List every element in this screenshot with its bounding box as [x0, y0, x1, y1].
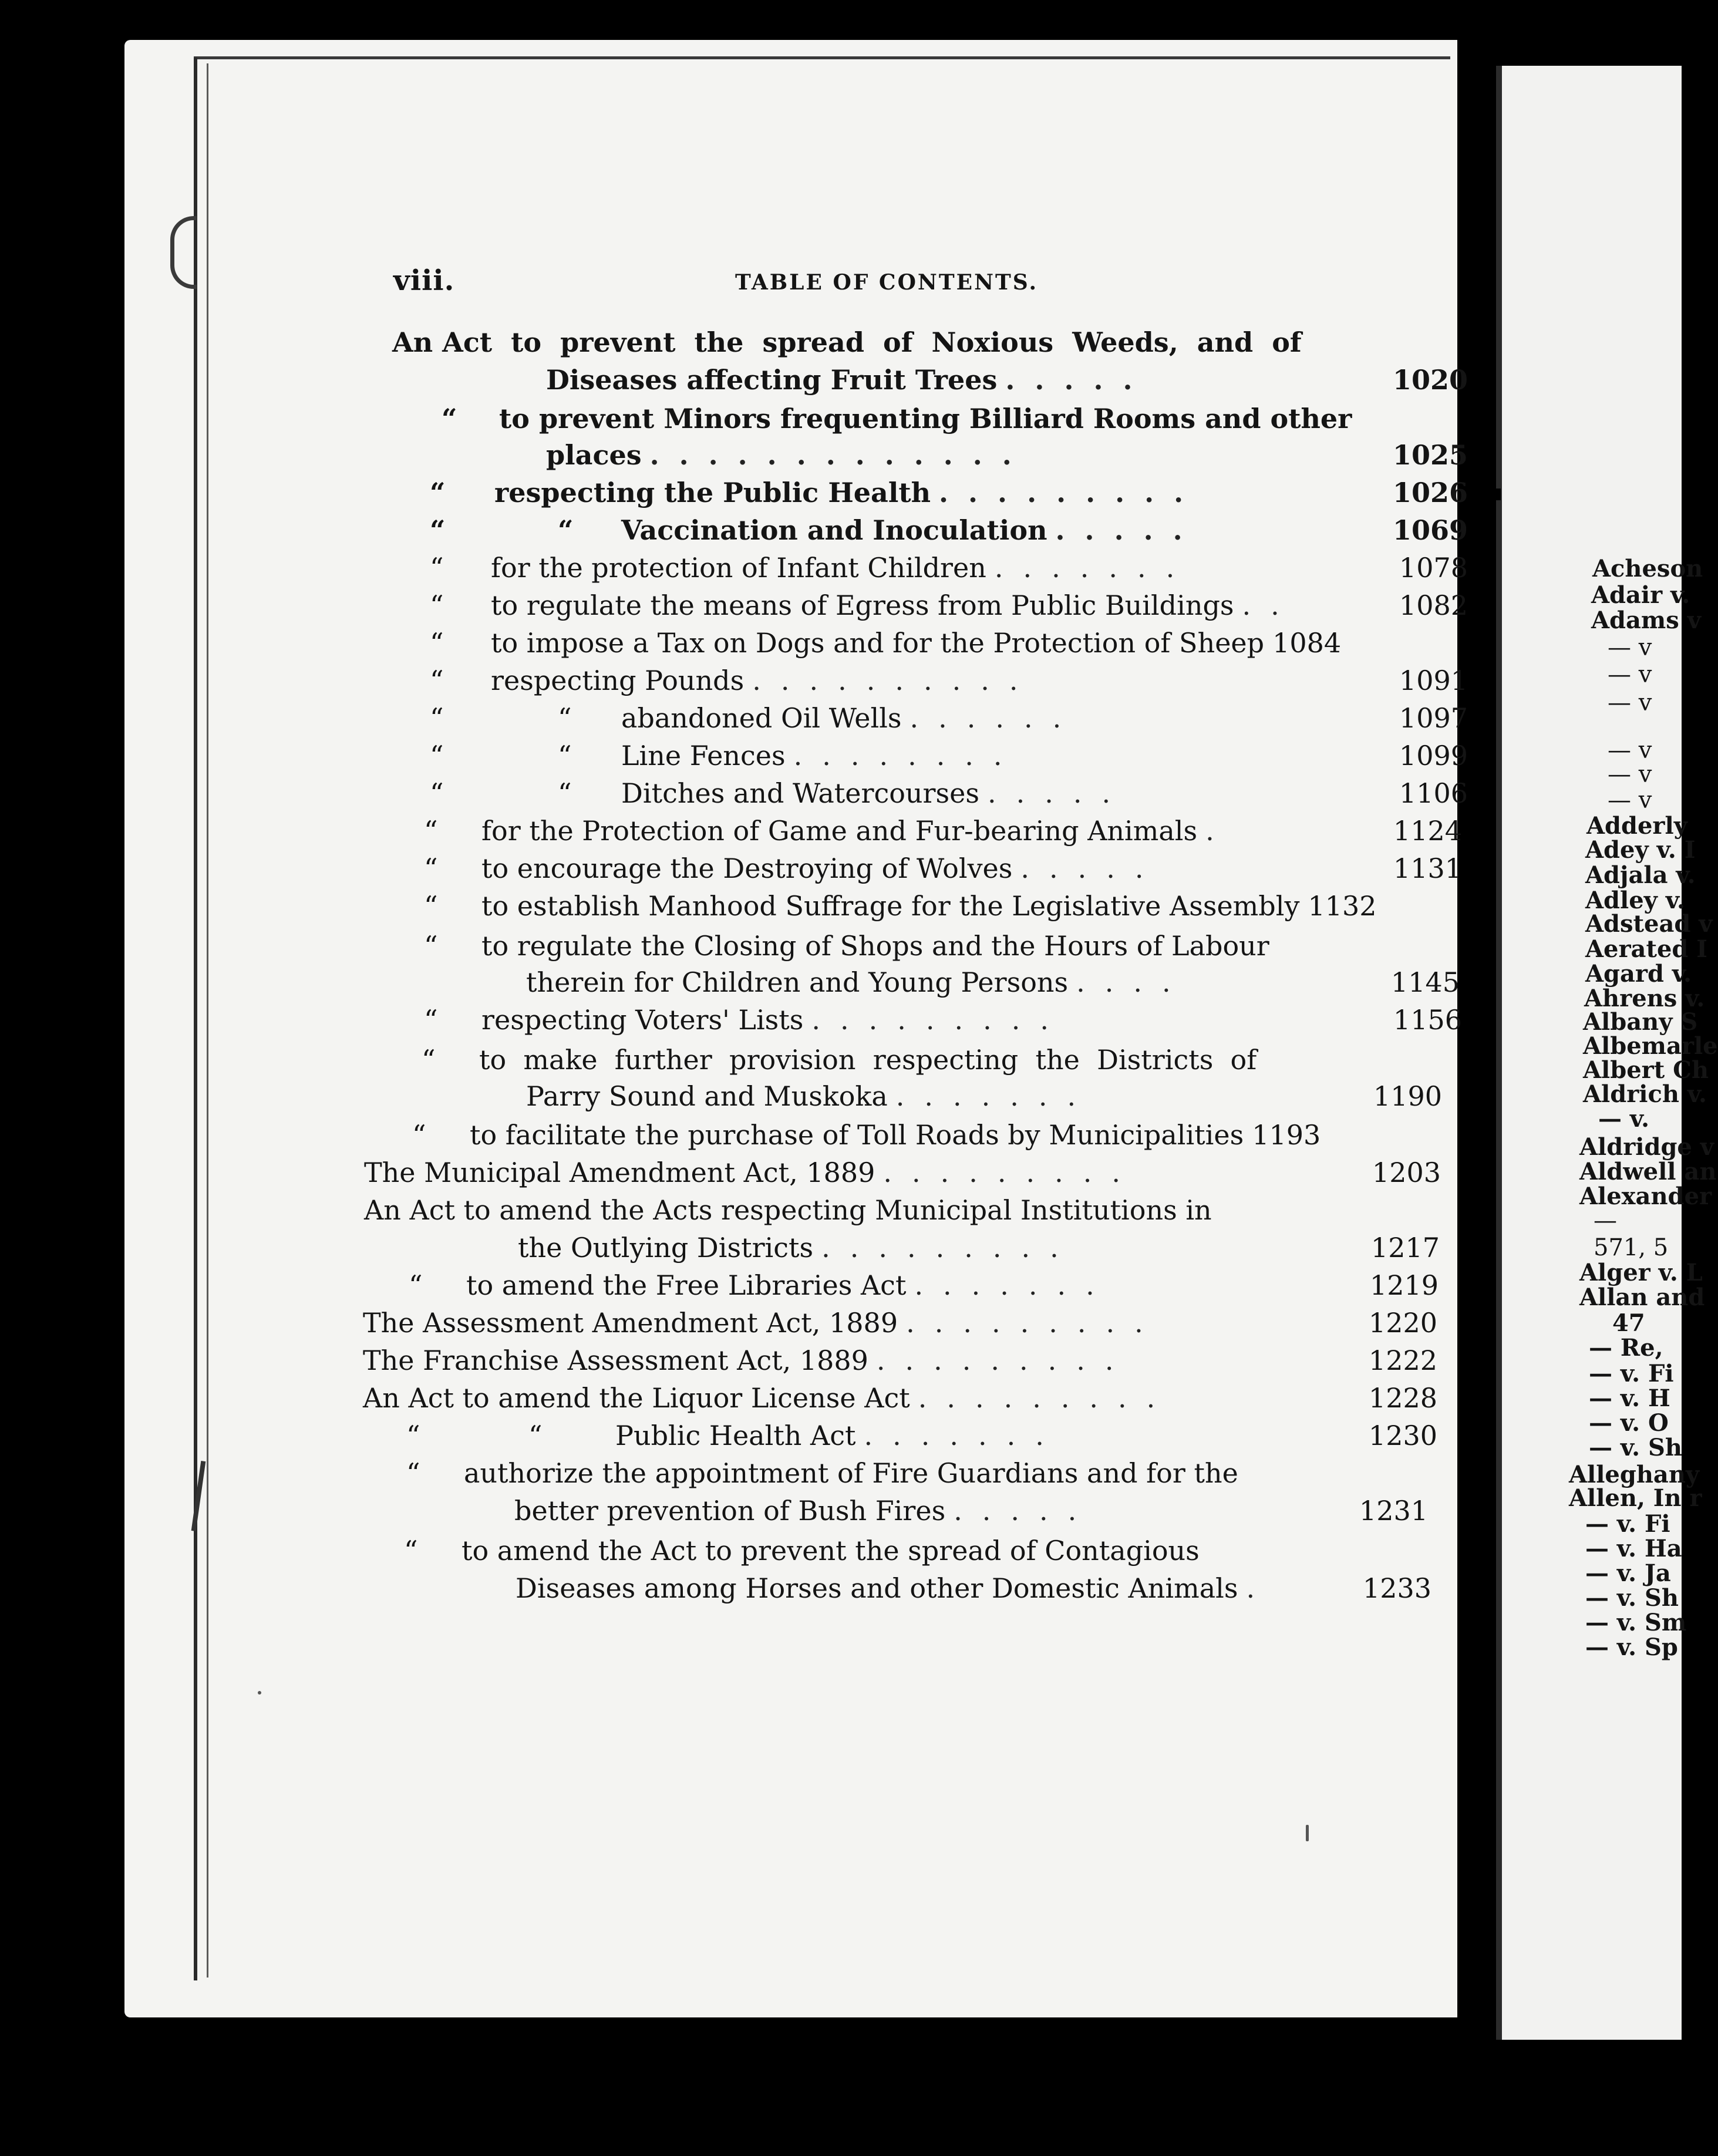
toc-entry: The Municipal Amendment Act, 1889 ......... 1203: [364, 1157, 1441, 1188]
toc-entry: therein for Children and Young Persons .... 1145: [526, 966, 1460, 998]
index-entry: — v: [1608, 661, 1652, 688]
index-entry: Aerated I: [1585, 935, 1708, 963]
index-entry: — v. H: [1589, 1384, 1670, 1412]
index-entry: Acheson: [1592, 555, 1703, 582]
index-entry: — v. Sh: [1589, 1434, 1682, 1461]
index-entry: Adair v.: [1591, 581, 1690, 609]
stray-mark: [258, 1691, 261, 1695]
toc-entry: Parry Sound and Muskoka ....... 1190: [526, 1080, 1442, 1112]
toc-entry: “ to prevent Minors frequenting Billiard Rooms and other: [442, 403, 1352, 434]
toc-entry: “ to amend the Act to prevent the spread of Contagious: [404, 1535, 1200, 1567]
index-entry: Adley v.: [1585, 887, 1685, 914]
index-entry: — v. Fi: [1589, 1360, 1674, 1387]
toc-entry: the Outlying Districts ......... 1217: [518, 1232, 1440, 1264]
index-entry: — Re,: [1589, 1334, 1663, 1362]
toc-content: [124, 40, 1468, 2017]
toc-entry: “ to encourage the Destroying of Wolves ..... 1131: [424, 853, 1462, 884]
page-number: viii.: [393, 264, 455, 297]
page-notch: [1493, 489, 1501, 500]
index-entry: — v: [1608, 761, 1652, 788]
toc-entry: An Act to amend the Acts respecting Municipal Institutions in: [364, 1194, 1212, 1226]
toc-entry: An Act to amend the Liquor License Act ......... 1228: [363, 1382, 1437, 1414]
index-entry: Albemarle: [1583, 1032, 1718, 1060]
index-entry: 47: [1612, 1309, 1645, 1337]
toc-entry: “ to make further provision respecting the Districts of: [422, 1044, 1257, 1076]
page-title: TABLE OF CONTENTS.: [735, 270, 1039, 295]
toc-entry: The Assessment Amendment Act, 1889 ......... 1220: [363, 1307, 1437, 1339]
toc-entry: “ “ Line Fences ........ 1099: [430, 740, 1468, 772]
index-entry: Adams v: [1591, 607, 1701, 634]
index-entry: Agard v.: [1585, 960, 1692, 988]
toc-entry: “ “ Public Health Act ....... 1230: [406, 1420, 1437, 1451]
index-entry: — v. Ja: [1585, 1559, 1671, 1587]
index-entry: Allen, In r: [1569, 1484, 1702, 1512]
toc-entry: “ for the protection of Infant Children ....... 1078: [430, 552, 1468, 584]
index-entry: Adjala v.: [1585, 861, 1696, 889]
index-entry: Adderly: [1586, 812, 1687, 840]
toc-entry: better prevention of Bush Fires ..... 1231: [514, 1495, 1428, 1527]
index-entry: — v. Fi: [1585, 1510, 1670, 1538]
index-entry: — v: [1608, 634, 1652, 661]
toc-entry: places ............. 1025: [546, 439, 1468, 471]
left-page: [124, 40, 1468, 2017]
index-entry: Allan and: [1579, 1284, 1705, 1311]
index-entry: — v. Sh: [1585, 1584, 1679, 1612]
page-edge: [1496, 66, 1502, 2040]
toc-entry: “ respecting Pounds .......... 1091: [430, 665, 1468, 696]
index-entry: — v: [1608, 787, 1652, 814]
toc-entry: “ respecting the Public Health ......... 1026: [430, 477, 1468, 508]
index-entry: 571, 5: [1594, 1234, 1669, 1261]
index-entry: Adstead v: [1585, 910, 1713, 938]
toc-entry: An Act to prevent the spread of Noxious Weeds, and of: [392, 326, 1302, 358]
toc-entry: “ to amend the Free Libraries Act ....... 1219: [409, 1269, 1439, 1301]
toc-entry: “ to regulate the means of Egress from Public Buildings .. 1082: [430, 589, 1468, 621]
toc-entry: Diseases among Horses and other Domestic Animals . 1233: [516, 1572, 1431, 1604]
toc-entry: “ to impose a Tax on Dogs and for the Protection of Sheep 1084: [430, 627, 1342, 659]
toc-entry: “ “ abandoned Oil Wells ...... 1097: [430, 702, 1468, 734]
index-entry: Albany S: [1583, 1008, 1698, 1036]
right-page: [1496, 66, 1718, 2040]
index-entry: — v. Sm: [1585, 1609, 1687, 1636]
index-entry: —: [1594, 1207, 1617, 1234]
toc-entry: “ respecting Voters' Lists ......... 1156: [424, 1004, 1462, 1036]
index-entry: Albert Ch: [1583, 1056, 1709, 1084]
index-entry: Alexander: [1579, 1183, 1712, 1210]
toc-entry: “ to establish Manhood Suffrage for the Legislative Assembly 1132: [424, 890, 1377, 922]
toc-entry: “ “ Ditches and Watercourses ..... 1106: [430, 777, 1468, 809]
toc-entry: The Franchise Assessment Act, 1889 ......... 1222: [363, 1345, 1437, 1376]
index-entry: — v.: [1598, 1105, 1650, 1133]
toc-entry: “ for the Protection of Game and Fur-bearing Animals . 1124: [424, 815, 1462, 847]
index-entry: — v: [1608, 737, 1652, 764]
index-entry: Alleghany: [1569, 1461, 1700, 1488]
toc-entry: “ to facilitate the purchase of Toll Roads by Municipalities 1193: [412, 1119, 1321, 1151]
index-entry: Alger v. L: [1579, 1259, 1703, 1286]
stray-mark: [1306, 1825, 1309, 1841]
index-entry: Aldwell an: [1579, 1158, 1717, 1185]
toc-entry: “ authorize the appointment of Fire Guardians and for the: [406, 1457, 1238, 1489]
index-entry: — v: [1608, 689, 1652, 716]
index-entry: Aldridge v: [1579, 1133, 1714, 1161]
index-entry: Ahrens v.: [1584, 985, 1705, 1012]
index-entry: — v. Sp: [1585, 1633, 1678, 1661]
toc-entry: “ “ Vaccination and Inoculation ..... 1069: [430, 514, 1468, 546]
index-entry: Aldrich v.: [1583, 1080, 1707, 1108]
index-entry: Adey v. I: [1585, 836, 1696, 864]
toc-entry: Diseases affecting Fruit Trees ..... 1020: [546, 364, 1468, 396]
index-entry: — v. Ha: [1585, 1535, 1682, 1562]
index-entry: — v. O: [1589, 1409, 1669, 1437]
toc-entry: “ to regulate the Closing of Shops and the Hours of Labour: [424, 930, 1269, 962]
